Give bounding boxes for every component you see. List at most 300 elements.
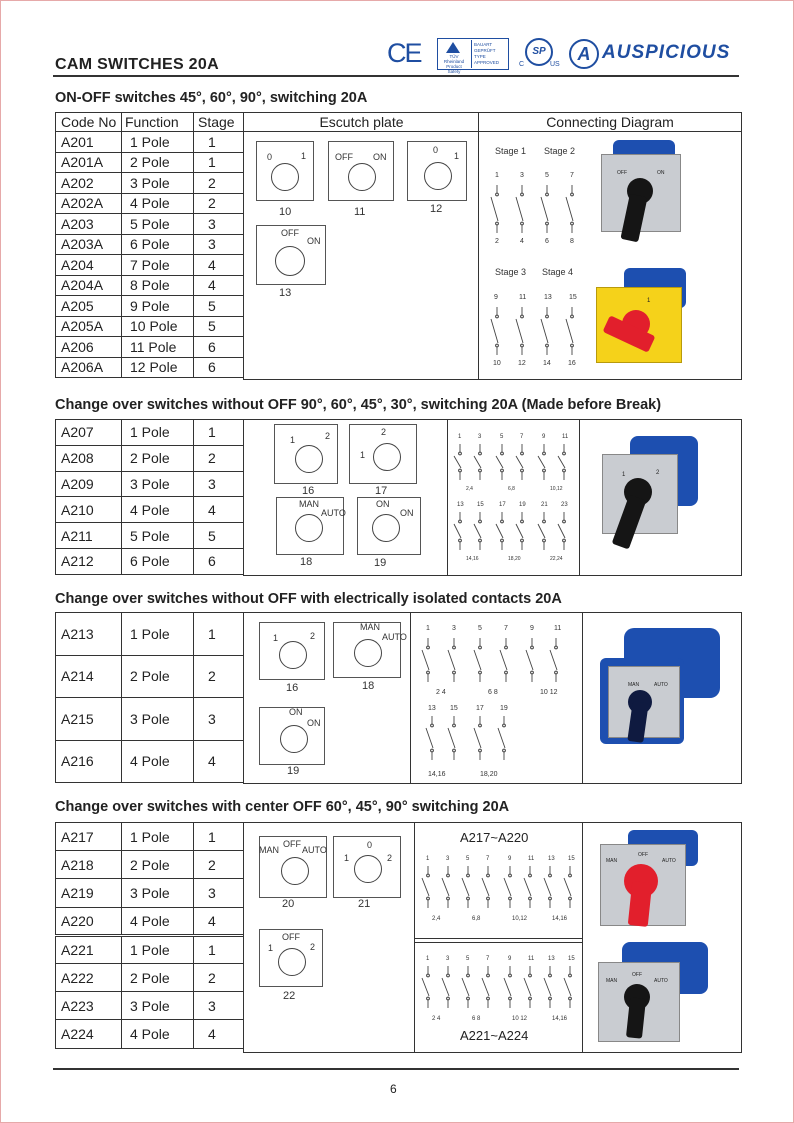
stage-cell: 3 xyxy=(194,214,244,235)
tuv-triangle-icon xyxy=(446,42,460,53)
terminal-label: 17 xyxy=(476,705,484,712)
terminal-label: 13 xyxy=(544,294,552,301)
csa-logo xyxy=(516,36,562,72)
plate-label: 0 xyxy=(367,840,373,850)
contact-node xyxy=(427,646,430,649)
terminal-label: 9 xyxy=(542,434,546,440)
escutcheon-plate xyxy=(259,622,325,680)
csa-c: C xyxy=(519,61,525,68)
function-cell: 4 Pole xyxy=(122,907,194,935)
section-title: Change over switches without OFF 90°, 60°, 45°, 30°, switching 20A (Made before Break) xyxy=(55,397,662,413)
contact-node xyxy=(546,344,549,347)
table-row xyxy=(56,879,244,907)
contact-node xyxy=(479,646,482,649)
code-cell: A203A xyxy=(56,234,122,255)
code-cell: A204A xyxy=(56,275,122,296)
function-cell: 1 Pole xyxy=(122,935,194,963)
table-row xyxy=(56,851,244,879)
section-title: Change over switches without OFF with electrically isolated contacts 20A xyxy=(55,591,562,607)
terminal-label: 9 xyxy=(530,625,534,632)
spec-table xyxy=(55,612,244,783)
code-cell: A201A xyxy=(56,152,122,173)
code-cell: A210 xyxy=(56,497,122,523)
csa-us: US xyxy=(550,61,560,68)
stage-cell: 1 xyxy=(194,823,244,851)
knob-circle xyxy=(280,725,308,753)
col-header: Code No xyxy=(56,113,122,132)
terminal-label: 1 xyxy=(426,956,430,962)
contact-line xyxy=(474,456,481,468)
function-cell: 4 Pole xyxy=(122,740,194,783)
plate-number: 18 xyxy=(300,556,313,568)
contact-line xyxy=(462,978,469,996)
terminal-label: 6 xyxy=(545,238,549,245)
stage-cell: 4 xyxy=(194,740,244,783)
stage-cell: 4 xyxy=(194,497,244,523)
contact-node xyxy=(531,646,534,649)
stage-cell: 4 xyxy=(194,275,244,296)
code-cell: A208 xyxy=(56,445,122,471)
plate-label: AUTO xyxy=(321,508,346,518)
contact-line xyxy=(524,878,531,896)
code-cell: A207 xyxy=(56,420,122,446)
photo-mark: MAN xyxy=(606,978,618,984)
contact-node xyxy=(503,749,506,752)
table-row xyxy=(56,523,244,549)
tuv-right-line: GEPRÜFT xyxy=(474,48,496,53)
contact-node xyxy=(569,997,572,1000)
code-cell: A218 xyxy=(56,851,122,879)
contact-node xyxy=(509,874,512,877)
table-row xyxy=(56,445,244,471)
plate-label: ON xyxy=(373,152,387,162)
plate-number: 11 xyxy=(354,206,366,218)
contact-node xyxy=(529,997,532,1000)
tuv-line: Product Safety xyxy=(446,64,462,74)
contact-node xyxy=(427,997,430,1000)
function-cell: 3 Pole xyxy=(122,173,194,194)
contact-node xyxy=(427,897,430,900)
plate-number: 12 xyxy=(430,203,443,215)
code-cell: A204 xyxy=(56,255,122,276)
contact-node xyxy=(459,520,462,523)
stage-cell: 1 xyxy=(194,935,244,963)
tuv-right-line: TYPE xyxy=(474,54,486,59)
contact-node xyxy=(529,974,532,977)
terminal-label: 9 xyxy=(508,956,512,962)
contact-line xyxy=(454,456,461,468)
contact-line xyxy=(541,197,548,221)
function-cell: 1 Pole xyxy=(122,613,194,656)
contact-node xyxy=(501,520,504,523)
contact-node xyxy=(467,974,470,977)
stage-cell: 1 xyxy=(194,420,244,446)
tuv-line: TÜV xyxy=(449,54,459,59)
plate-number: 21 xyxy=(358,898,371,910)
plate-label: 2 xyxy=(325,431,331,441)
stage-cell: 6 xyxy=(194,548,244,574)
contact-node xyxy=(467,897,470,900)
contact-line xyxy=(516,456,523,468)
terminal-label: 7 xyxy=(570,172,574,179)
stage-cell: 3 xyxy=(194,992,244,1020)
contact-node xyxy=(571,193,574,196)
terminal-label: 6,8 xyxy=(472,916,481,922)
table-row xyxy=(56,214,244,235)
escutcheon-plate xyxy=(328,141,394,201)
plate-label: ON xyxy=(307,236,321,246)
plate-label: ON xyxy=(307,718,321,728)
stage-cell: 6 xyxy=(194,337,244,358)
contact-node xyxy=(509,997,512,1000)
terminal-label: 7 xyxy=(504,625,508,632)
stage-cell: 4 xyxy=(194,1020,244,1048)
terminal-label: 2,4 xyxy=(432,916,441,922)
contact-line xyxy=(496,456,503,468)
terminal-label: 12 xyxy=(518,360,526,367)
contact-node xyxy=(479,539,482,542)
plate-number: 16 xyxy=(286,682,299,694)
contact-node xyxy=(505,646,508,649)
contact-node xyxy=(521,315,524,318)
stage-label: Stage 2 xyxy=(544,146,576,156)
table-row xyxy=(56,337,244,358)
stage-label: Stage 4 xyxy=(542,267,574,277)
spec-table xyxy=(55,112,244,378)
terminal-label: 5 xyxy=(466,856,470,862)
photo-mark: 1 xyxy=(647,298,651,304)
terminal-label: 2 4 xyxy=(432,1016,441,1022)
contact-line xyxy=(550,650,557,670)
code-cell: A206 xyxy=(56,337,122,358)
product-photo xyxy=(594,828,700,932)
contact-line xyxy=(524,978,531,996)
knob-circle xyxy=(275,246,305,276)
knob-circle xyxy=(271,163,299,191)
stage-cell: 3 xyxy=(194,234,244,255)
contact-line xyxy=(538,524,545,538)
escutcheon-plate xyxy=(259,836,327,898)
contact-node xyxy=(549,997,552,1000)
section-title: Change over switches with center OFF 60°, 45°, 90° switching 20A xyxy=(55,799,510,815)
function-cell: 7 Pole xyxy=(122,255,194,276)
plate-label: 0 xyxy=(433,145,439,155)
table-row xyxy=(56,316,244,337)
terminal-label: 10 xyxy=(493,360,501,367)
function-cell: 1 Pole xyxy=(122,420,194,446)
contact-line xyxy=(564,878,571,896)
function-cell: 8 Pole xyxy=(122,275,194,296)
contact-node xyxy=(521,193,524,196)
contact-node xyxy=(569,874,572,877)
plate-label: 2 xyxy=(387,853,393,863)
terminal-label: 1 xyxy=(426,856,430,862)
product-photo xyxy=(594,624,722,772)
plate-label: 1 xyxy=(454,151,460,161)
code-cell: A209 xyxy=(56,471,122,497)
terminal-label: 5 xyxy=(478,625,482,632)
function-cell: 4 Pole xyxy=(122,1020,194,1048)
plate-label: MAN xyxy=(259,845,279,855)
contact-line xyxy=(498,728,505,748)
plate-label: 1 xyxy=(360,450,366,460)
table-row xyxy=(56,698,244,741)
terminal-label: 14,16 xyxy=(466,556,479,562)
table-row xyxy=(56,655,244,698)
function-cell: 9 Pole xyxy=(122,296,194,317)
table-row xyxy=(56,275,244,296)
plate-label: OFF xyxy=(282,932,300,942)
terminal-label: 3 xyxy=(520,172,524,179)
contact-line xyxy=(422,978,429,996)
plate-number: 22 xyxy=(283,990,296,1002)
escutcheon-plate xyxy=(274,424,338,484)
contact-line xyxy=(504,978,511,996)
contact-node xyxy=(459,469,462,472)
terminal-label: 5 xyxy=(500,434,504,440)
code-cell: A223 xyxy=(56,992,122,1020)
knob-circle xyxy=(373,443,401,471)
terminal-label: 11 xyxy=(562,434,569,440)
contact-node xyxy=(501,452,504,455)
function-cell: 2 Pole xyxy=(122,963,194,991)
contact-node xyxy=(459,539,462,542)
knob-circle xyxy=(278,948,306,976)
contact-node xyxy=(563,539,566,542)
contact-line xyxy=(491,197,498,221)
terminal-label: 13 xyxy=(548,956,555,962)
header-rule xyxy=(53,75,739,77)
contact-node xyxy=(479,671,482,674)
terminal-label: 15 xyxy=(568,856,575,862)
contact-node xyxy=(555,671,558,674)
photo-mark: OFF xyxy=(617,170,627,176)
function-cell: 12 Pole xyxy=(122,357,194,378)
contact-line xyxy=(462,878,469,896)
contact-node xyxy=(521,520,524,523)
contact-node xyxy=(431,749,434,752)
contact-node xyxy=(555,646,558,649)
terminal-label: 7 xyxy=(520,434,524,440)
function-cell: 6 Pole xyxy=(122,548,194,574)
plate-number: 17 xyxy=(375,485,388,497)
contact-node xyxy=(571,315,574,318)
escutcheon-plate xyxy=(276,497,344,555)
table-row xyxy=(56,1020,244,1048)
contact-node xyxy=(543,520,546,523)
contact-line xyxy=(541,319,548,343)
escutcheon-plate xyxy=(407,141,467,201)
connecting-diagram xyxy=(485,165,585,370)
terminal-label: 9 xyxy=(508,856,512,862)
escutcheon-plate xyxy=(333,836,401,898)
code-cell: A222 xyxy=(56,963,122,991)
code-cell: A224 xyxy=(56,1020,122,1048)
table-row xyxy=(56,963,244,991)
range-label: A221~A224 xyxy=(460,1028,529,1043)
contact-line xyxy=(516,524,523,538)
contact-node xyxy=(447,874,450,877)
function-cell: 4 Pole xyxy=(122,193,194,214)
terminal-label: 1 xyxy=(426,625,430,632)
terminal-label: 9 xyxy=(494,294,498,301)
contact-line xyxy=(442,978,449,996)
terminal-label: 11 xyxy=(519,294,527,301)
page-title: CAM SWITCHES 20A xyxy=(55,56,219,73)
escutcheon-plate xyxy=(357,497,421,555)
contact-line xyxy=(566,197,573,221)
contact-node xyxy=(571,344,574,347)
terminal-label: 7 xyxy=(486,856,490,862)
connecting-diagram xyxy=(420,950,580,1025)
spec-table xyxy=(55,419,244,575)
contact-line xyxy=(474,524,481,538)
plate-label: MAN xyxy=(360,622,380,632)
terminal-label: 1 xyxy=(495,172,499,179)
contact-line xyxy=(500,650,507,670)
brand-name: AUSPICIOUS xyxy=(602,42,731,63)
function-cell: 2 Pole xyxy=(122,655,194,698)
plate-label: OFF xyxy=(281,228,299,238)
plate-label: 1 xyxy=(301,151,307,161)
contact-node xyxy=(467,997,470,1000)
contact-node xyxy=(543,452,546,455)
stage-cell: 3 xyxy=(194,698,244,741)
contact-node xyxy=(427,874,430,877)
knob-circle xyxy=(295,445,323,473)
stage-cell: 3 xyxy=(194,879,244,907)
terminal-label: 14,16 xyxy=(552,1016,568,1022)
function-cell: 5 Pole xyxy=(122,214,194,235)
spec-table xyxy=(55,822,244,1049)
plate-label: AUTO xyxy=(382,632,407,642)
terminal-label: 7 xyxy=(486,956,490,962)
terminal-label: 18,20 xyxy=(480,771,498,778)
contact-node xyxy=(431,724,434,727)
plate-number: 19 xyxy=(374,557,387,569)
terminal-label: 4 xyxy=(520,238,524,245)
contact-line xyxy=(482,978,489,996)
col-header: Function xyxy=(122,113,194,132)
escutcheon-plate xyxy=(333,622,407,678)
function-cell: 2 Pole xyxy=(122,152,194,173)
escutcheon-plate xyxy=(259,707,325,765)
stage-cell: 2 xyxy=(194,963,244,991)
code-cell: A217 xyxy=(56,823,122,851)
code-cell: A211 xyxy=(56,523,122,549)
stage-cell: 5 xyxy=(194,296,244,317)
code-cell: A205 xyxy=(56,296,122,317)
contact-node xyxy=(563,469,566,472)
contact-line xyxy=(538,456,545,468)
terminal-label: 10 12 xyxy=(512,1016,528,1022)
photo-mark: AUTO xyxy=(654,682,668,688)
contact-line xyxy=(474,728,481,748)
knob-circle xyxy=(295,514,323,542)
plate-label: 2 xyxy=(310,631,316,641)
col-header: Connecting Diagram xyxy=(479,113,741,132)
contact-node xyxy=(496,193,499,196)
table-row xyxy=(56,548,244,574)
plate-label: OFF xyxy=(335,152,353,162)
connecting-diagram xyxy=(452,428,576,568)
plate-label: AUTO xyxy=(302,845,327,855)
contact-node xyxy=(543,539,546,542)
terminal-label: 6 8 xyxy=(488,689,498,696)
contact-node xyxy=(447,897,450,900)
terminal-label: 5 xyxy=(466,956,470,962)
code-cell: A205A xyxy=(56,316,122,337)
photo-mark: OFF xyxy=(638,852,648,858)
tuv-line: Rheinland xyxy=(443,59,465,64)
stage-cell: 6 xyxy=(194,357,244,378)
stage-cell: 5 xyxy=(194,523,244,549)
code-cell: A215 xyxy=(56,698,122,741)
knob-circle xyxy=(372,514,400,542)
stage-label: Stage 1 xyxy=(495,146,527,156)
contact-node xyxy=(479,469,482,472)
knob-circle xyxy=(348,163,376,191)
contact-line xyxy=(516,319,523,343)
stage-cell: 2 xyxy=(194,851,244,879)
function-cell: 5 Pole xyxy=(122,523,194,549)
plate-number: 19 xyxy=(287,765,300,777)
photo-mark: 1 xyxy=(622,472,626,478)
contact-line xyxy=(516,197,523,221)
terminal-label: 11 xyxy=(554,625,562,632)
terminal-label: 5 xyxy=(545,172,549,179)
contact-line xyxy=(442,878,449,896)
plate-label: 2 xyxy=(381,427,387,437)
escutcheon-plate xyxy=(256,225,326,285)
terminal-label: 13 xyxy=(548,856,555,862)
contact-line xyxy=(422,650,429,670)
contact-node xyxy=(546,315,549,318)
contact-node xyxy=(503,724,506,727)
function-cell: 10 Pole xyxy=(122,316,194,337)
contact-node xyxy=(521,452,524,455)
stage-cell: 2 xyxy=(194,445,244,471)
terminal-label: 3 xyxy=(446,956,450,962)
knob-circle xyxy=(354,855,382,883)
terminal-label: 11 xyxy=(528,856,535,862)
table-row xyxy=(56,823,244,851)
contact-node xyxy=(467,874,470,877)
contact-node xyxy=(487,874,490,877)
contact-node xyxy=(543,469,546,472)
plate-label: 1 xyxy=(290,435,296,445)
contact-node xyxy=(487,974,490,977)
photo-mark: ON xyxy=(657,170,665,176)
plate-label: ON xyxy=(289,707,303,717)
code-cell: A216 xyxy=(56,740,122,783)
col-header: Escutch plate xyxy=(244,113,479,132)
photo-mark: 2 xyxy=(656,470,660,476)
connecting-diagram xyxy=(420,850,580,930)
terminal-label: 2,4 xyxy=(466,486,473,492)
contact-node xyxy=(487,997,490,1000)
tuv-right-line: BAUART xyxy=(474,42,493,47)
function-cell: 3 Pole xyxy=(122,471,194,497)
contact-node xyxy=(447,974,450,977)
stage-cell: 4 xyxy=(194,907,244,935)
terminal-label: 23 xyxy=(561,502,568,508)
code-cell: A206A xyxy=(56,357,122,378)
terminal-label: 17 xyxy=(499,502,506,508)
contact-node xyxy=(453,671,456,674)
contact-node xyxy=(546,222,549,225)
stage-cell: 2 xyxy=(194,193,244,214)
